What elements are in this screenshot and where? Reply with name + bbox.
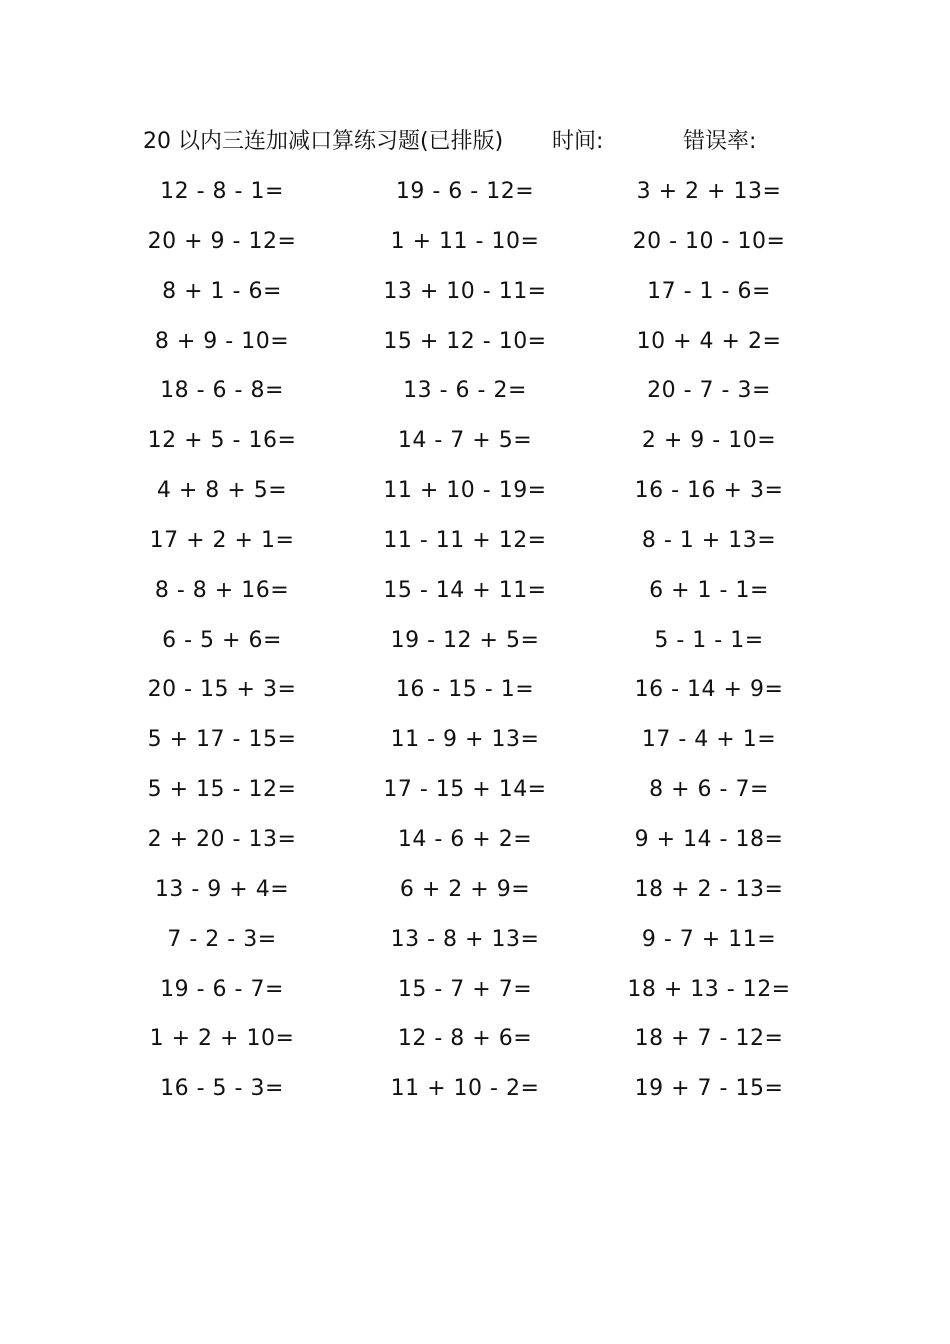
arithmetic-problem: 13 - 8 + 13=: [390, 926, 540, 952]
arithmetic-problem: 10 + 4 + 2=: [636, 328, 782, 354]
time-label: 时间:: [552, 129, 604, 154]
problem-row: [0, 1069, 950, 1119]
arithmetic-problem: 20 - 7 - 3=: [647, 378, 771, 404]
problem-row: [0, 371, 950, 421]
arithmetic-problem: 11 - 11 + 12=: [383, 527, 547, 553]
arithmetic-problem: 6 + 1 - 1=: [649, 577, 769, 603]
problem-row: [0, 621, 950, 671]
problem-row: [0, 770, 950, 820]
arithmetic-problem: 19 - 6 - 12=: [395, 179, 535, 204]
arithmetic-problem: 1 + 2 + 10=: [149, 1026, 295, 1052]
arithmetic-problem: 14 - 6 + 2=: [397, 826, 533, 852]
arithmetic-problem: 20 - 10 - 10=: [632, 228, 786, 254]
arithmetic-problem: 6 - 5 + 6=: [162, 627, 282, 653]
arithmetic-problem: 6 + 2 + 9=: [399, 876, 531, 902]
arithmetic-problem: 14 - 7 + 5=: [397, 428, 533, 454]
arithmetic-problem: 11 + 10 - 2=: [390, 1076, 540, 1102]
problem-row: [0, 421, 950, 471]
arithmetic-problem: 16 - 14 + 9=: [634, 677, 784, 703]
arithmetic-problem: 19 + 7 - 15=: [634, 1076, 784, 1102]
arithmetic-problem: 5 + 17 - 15=: [147, 727, 297, 753]
arithmetic-problem: 8 - 8 + 16=: [154, 577, 290, 603]
problem-row: [0, 720, 950, 770]
worksheet-header: [143, 124, 783, 160]
arithmetic-problem: 8 + 6 - 7=: [649, 777, 769, 803]
arithmetic-problem: 5 + 15 - 12=: [147, 777, 297, 803]
arithmetic-problem: 2 + 20 - 13=: [147, 826, 297, 852]
arithmetic-problem: 2 + 9 - 10=: [641, 428, 777, 454]
arithmetic-problem: 15 + 12 - 10=: [383, 328, 547, 354]
arithmetic-problem: 18 + 2 - 13=: [634, 876, 784, 902]
arithmetic-problem: 13 - 6 - 2=: [403, 378, 527, 404]
problem-row: [0, 670, 950, 720]
problem-row: [0, 870, 950, 920]
arithmetic-problem: 16 - 5 - 3=: [160, 1076, 284, 1102]
problem-row: [0, 920, 950, 970]
arithmetic-problem: 19 - 6 - 7=: [160, 976, 284, 1002]
arithmetic-problem: 18 - 6 - 8=: [160, 378, 284, 404]
worksheet-title: 20 以内三连加减口算练习题(已排版): [143, 129, 504, 154]
problem-row: [0, 471, 950, 521]
arithmetic-problem: 8 - 1 + 13=: [641, 527, 777, 553]
arithmetic-problem: 20 - 15 + 3=: [147, 677, 297, 703]
arithmetic-problem: 1 + 11 - 10=: [390, 228, 540, 254]
problem-grid: [0, 172, 950, 1119]
problem-row: [0, 322, 950, 372]
arithmetic-problem: 13 + 10 - 11=: [383, 278, 547, 304]
arithmetic-problem: 11 + 10 - 19=: [383, 478, 547, 504]
arithmetic-problem: 18 + 7 - 12=: [634, 1026, 784, 1052]
arithmetic-problem: 16 - 15 - 1=: [395, 677, 535, 703]
arithmetic-problem: 9 - 7 + 11=: [641, 926, 777, 952]
problem-row: [0, 172, 950, 222]
arithmetic-problem: 11 - 9 + 13=: [390, 727, 540, 753]
arithmetic-problem: 8 + 9 - 10=: [154, 328, 290, 354]
arithmetic-problem: 12 - 8 - 1=: [160, 179, 284, 204]
arithmetic-problem: 9 + 14 - 18=: [634, 826, 784, 852]
arithmetic-problem: 15 - 7 + 7=: [397, 976, 533, 1002]
problem-row: [0, 521, 950, 571]
arithmetic-problem: 4 + 8 + 5=: [156, 478, 288, 504]
problem-row: [0, 272, 950, 322]
arithmetic-problem: 15 - 14 + 11=: [383, 577, 547, 603]
arithmetic-problem: 16 - 16 + 3=: [634, 478, 784, 504]
arithmetic-problem: 12 - 8 + 6=: [397, 1026, 533, 1052]
problem-row: [0, 970, 950, 1020]
arithmetic-problem: 19 - 12 + 5=: [390, 627, 540, 653]
arithmetic-problem: 13 - 9 + 4=: [154, 876, 290, 902]
problem-row: [0, 820, 950, 870]
problem-row: [0, 222, 950, 272]
arithmetic-problem: 8 + 1 - 6=: [162, 278, 282, 304]
problem-row: [0, 1019, 950, 1069]
arithmetic-problem: 18 + 13 - 12=: [627, 976, 791, 1002]
arithmetic-problem: 17 + 2 + 1=: [149, 527, 295, 553]
arithmetic-problem: 12 + 5 - 16=: [147, 428, 297, 454]
error-rate-label: 错误率:: [683, 129, 757, 154]
arithmetic-problem: 7 - 2 - 3=: [167, 926, 277, 952]
arithmetic-problem: 17 - 4 + 1=: [641, 727, 777, 753]
arithmetic-problem: 17 - 15 + 14=: [383, 777, 547, 803]
arithmetic-problem: 3 + 2 + 13=: [636, 179, 782, 204]
arithmetic-problem: 5 - 1 - 1=: [654, 627, 764, 653]
arithmetic-problem: 20 + 9 - 12=: [147, 228, 297, 254]
problem-row: [0, 571, 950, 621]
arithmetic-problem: 17 - 1 - 6=: [647, 278, 771, 304]
